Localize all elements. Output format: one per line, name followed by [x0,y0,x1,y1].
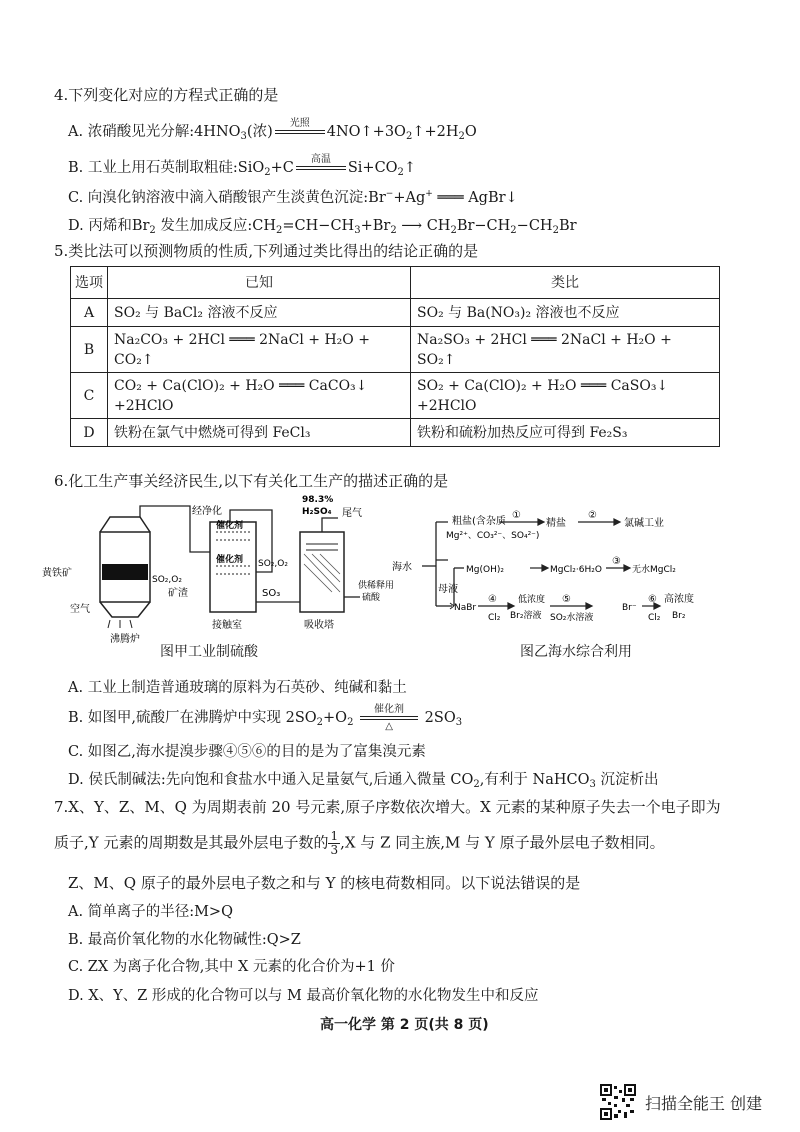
fig-b-label: SO₂水溶液 [550,613,594,623]
table-row: D 铁粉在氯气中燃烧可得到 FeCl₃ 铁粉和硫粉加热反应可得到 Fe₂S₃ [71,419,720,447]
fig-a-label: 经净化 [192,506,222,517]
q6-stem: 6.化工生产事关经济民生,以下有关化工生产的描述正确的是 [54,472,449,490]
fig-a-label: SO₂,O₂ [152,575,182,585]
q4-option-d: D. 丙烯和$Br_2$ 发生加成反应$:CH_2=CH-CH_3+Br_2$ ⟶ $CH_2Br-CH_2-CH_2Br$ [68,218,577,236]
q7-option-c: C. ZX 为离子化合物,其中 X 元素的化合价为+1 价 [68,959,395,975]
fig-b-label: ① [512,510,521,521]
q4-option-a: A. 浓硝酸见光分解$:4HNO_3$(浓) 光照 $4NO↑+3O_2↑+2H_2O$ [68,118,477,142]
fig-b-label: Br₂溶液 [510,611,542,621]
q6-option-b: B. 如图甲,硫酸厂在沸腾炉中实现 $2SO_2+O_2$ 催化剂 △ $2SO_3$ [68,704,463,732]
fig-a-label: 尾气 [342,508,362,519]
q5-stem: 5.类比法可以预测物质的性质,下列通过类比得出的结论正确的是 [54,242,479,260]
table-row: A SO₂ 与 BaCl₂ 溶液不反应 SO₂ 与 Ba(NO₃)₂ 溶液也不反应 [71,299,720,327]
q6-option-d: D. 侯氏制碱法:先向饱和食盐水中通入足量氨气,后通入微量 $CO_2$,有利于 NaHCO$_3$ 沉淀析出 [68,772,659,790]
fig-b-label: NaBr [454,603,477,613]
fig-b-label: Br⁻ [622,603,637,613]
fig-b-label: 无水MgCl₂ [632,565,676,575]
qr-code-icon [600,1084,636,1120]
fig-b-caption: 图乙海水综合利用 [520,644,632,660]
fig-b-label: 粗盐(含杂质 [452,516,506,527]
fig-a-caption: 图甲工业制硫酸 [160,644,258,660]
fig-a-label: 供稀释用 [358,581,395,591]
fig-b-label: Br₂ [672,611,686,621]
fig-a-label: 空气 [70,604,90,615]
fig-a-label: SO₂,O₂ [258,559,288,569]
fig-b-label: ⑥ [648,594,657,605]
fig-b-label: Cl₂ [488,613,501,623]
fig-a-label: 催化剂 [216,555,244,565]
fig-a-label: 硫酸 [362,593,381,603]
fig-a-label: 接触室 [212,620,242,631]
fig-b-label: 精盐 [546,518,566,529]
fig-b-label: Cl₂ [648,613,661,623]
q6-option-c: C. 如图乙,海水提溴步骤④⑤⑥的目的是为了富集溴元素 [68,744,426,760]
figure-seawater [392,508,752,632]
q7-line1: 7.X、Y、Z、M、Q 为周期表前 20 号元素,原子序数依次增大。X 元素的某种原子失去一个电子即为 [54,798,721,816]
table-row: C CO₂ + Ca(ClO)₂ + H₂O ═══ CaCO₃↓ +2HClO SO₂ + Ca(ClO)₂ + H₂O ═══ CaSO₃↓ +2HClO [71,373,720,419]
fig-b-label: 高浓度 [664,594,694,605]
fig-b-label: 氯碱工业 [624,518,664,529]
fig-a-label: 矿渣 [168,588,188,599]
q7-option-a: A. 简单离子的半径:M>Q [68,904,233,920]
header-analog: 类比 [411,267,720,299]
fig-a-label: 沸腾炉 [110,634,140,645]
fig-b-label: ④ [488,594,497,605]
fig-a-label: 98.3% [302,495,334,505]
fig-a-label: H₂SO₄ [302,507,332,517]
fig-b-label: ② [588,510,597,521]
fig-b-label: Mg²⁺、CO₃²⁻、SO₄²⁻) [446,531,540,541]
fig-b-label: ③ [612,556,621,567]
watermark-text: 扫描全能王 创建 [645,1094,763,1113]
fig-b-label: Mg(OH)₂ [466,565,504,575]
fig-b-label: MgCl₂·6H₂O [550,565,602,575]
table-row: B Na₂CO₃ + 2HCl ═══ 2NaCl + H₂O + CO₂↑ Na₂SO₃ + 2HCl ═══ 2NaCl + H₂O + SO₂↑ [71,327,720,373]
q4-stem: 4.下列变化对应的方程式正确的是 [54,86,279,104]
q7-line3: Z、M、Q 原子的最外层电子数之和与 Y 的核电荷数相同。以下说法错误的是 [68,874,581,892]
fig-a-label: 黄铁矿 [42,568,72,579]
header-known: 已知 [108,267,411,299]
fig-a-label: SO₃ [262,588,281,599]
q4-option-c: C. 向溴化钠溶液中滴入硝酸银产生淡黄色沉淀:Br−+Ag+ ═══ AgBr↓ [68,189,518,206]
header-option: 选项 [71,267,108,299]
fig-b-label: 低浓度 [518,595,546,605]
q5-table [70,266,720,447]
fig-b-label: 海水 [392,562,412,573]
q7-line2: 质子,Y 元素的周期数是其最外层电子数的 $\frac{1}{3}$ ,X 与 Z 同主族,M 与 Y 原子最外层电子数相同。 [54,829,665,857]
fig-a-label: 吸收塔 [304,620,334,631]
fig-b-label: ⑤ [562,594,571,605]
fig-b-label: 母液 [438,584,458,595]
q6-option-a: A. 工业上制造普通玻璃的原料为石英砂、纯碱和黏土 [68,680,407,696]
q7-option-d: D. X、Y、Z 形成的化合物可以与 M 最高价氧化物的水化物发生中和反应 [68,988,539,1004]
fig-a-label: 催化剂 [216,521,244,531]
q4-option-b: B. 工业上用石英制取粗硅:SiO$_2$+C 高温 $Si+CO_2↑$ [68,154,417,178]
q7-option-b: B. 最高价氧化物的水化物碱性:Q>Z [68,932,301,948]
figure-sulfuric-acid [40,492,400,660]
page-footer: 高一化学 第 2 页(共 8 页) [320,1017,489,1033]
